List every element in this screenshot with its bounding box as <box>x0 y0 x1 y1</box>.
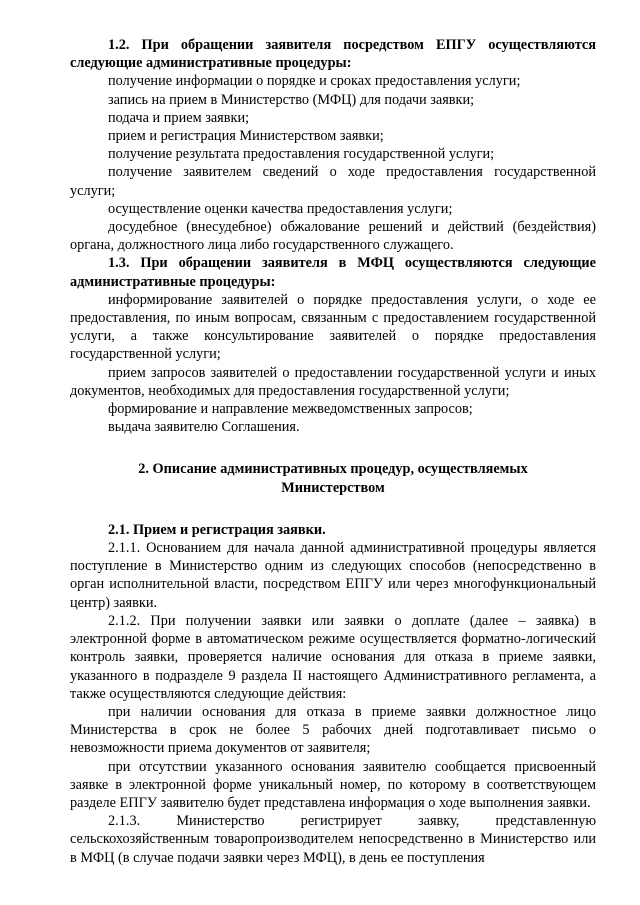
list-item: информирование заявителей о порядке предоставления услуги, о ходе ее предоставления, по иным вопросам, связанным с предоставлением государственной услуги, а также консультирование заявителей о порядке предоставления государственной услуги; <box>70 291 596 363</box>
section-1-3-heading: 1.3. При обращении заявителя в МФЦ осуществляются следующие административные процедуры: <box>70 255 596 290</box>
list-item: формирование и направление межведомственных запросов; <box>108 401 473 418</box>
paragraph: при отсутствии указанного основания заявителю сообщается присвоенный заявке в электронной форме уникальный номер, по которому в соответствующем разделе ЕПГУ заявителю будет представлена информация о ходе выполнения заявки. <box>70 758 596 811</box>
list-item: досудебное (внесудебное) обжалование решений и действий (бездействия) органа, должностного лица либо государственного служащего. <box>70 219 596 254</box>
list-item: подача и прием заявки; <box>108 109 250 126</box>
list-item: получение заявителем сведений о ходе предоставления государственной услуги; <box>70 164 596 199</box>
section-2-title-line1: 2. Описание административных процедур, осуществляемых <box>138 461 528 478</box>
list-item: выдача заявителю Соглашения. <box>108 419 300 436</box>
section-2-1-heading: 2.1. Прием и регистрация заявки. <box>108 521 326 538</box>
section-2-title <box>70 460 596 496</box>
paragraph: при наличии основания для отказа в приеме заявки должностное лицо Министерства в срок не более 5 рабочих дней подготавливает письмо о невозможности приема документов от заявителя; <box>70 703 596 757</box>
list-item: получение информации о порядке и сроках предоставления услуги; <box>108 73 521 90</box>
list-item: прием и регистрация Министерством заявки; <box>108 128 384 145</box>
list-item: прием запросов заявителей о предоставлении государственной услуги и иных документов, необходимых для предоставления государственной услуги; <box>70 364 596 399</box>
list-item: осуществление оценки качества предоставления услуги; <box>108 200 453 217</box>
list-item: запись на прием в Министерство (МФЦ) для подачи заявки; <box>108 91 475 108</box>
section-1-2-heading: 1.2. При обращении заявителя посредством ЕПГУ осуществляются следующие административные процедуры: <box>70 37 596 72</box>
document-page <box>70 36 596 867</box>
list-item: получение результата предоставления государственной услуги; <box>108 146 495 163</box>
paragraph-2-1-2: 2.1.2. При получении заявки или заявки о доплате (далее – заявка) в электронной форме в автоматическом режиме осуществляется форматно-логический контроль заявки, проверяется наличие основания для отказа в приеме заявки, указанного в подразделе 9 раздела II настоящего Административного регламента, а также осуществляются следующие действия: <box>70 612 596 702</box>
paragraph-2-1-3: 2.1.3. Министерство регистрирует заявку, представленную сельскохозяйственным товаропроизводителем непосредственно в Министерство или в МФЦ (в случае подачи заявки через МФЦ), в день ее поступления <box>70 813 596 866</box>
section-2-title-line2: Министерством <box>281 479 385 496</box>
paragraph-2-1-1: 2.1.1. Основанием для начала данной административной процедуры является поступление в Министерство одним из следующих способов (непосредственно в орган исполнительной власти, посредством ЕПГУ или через многофункциональный центр) заявки. <box>70 540 596 611</box>
